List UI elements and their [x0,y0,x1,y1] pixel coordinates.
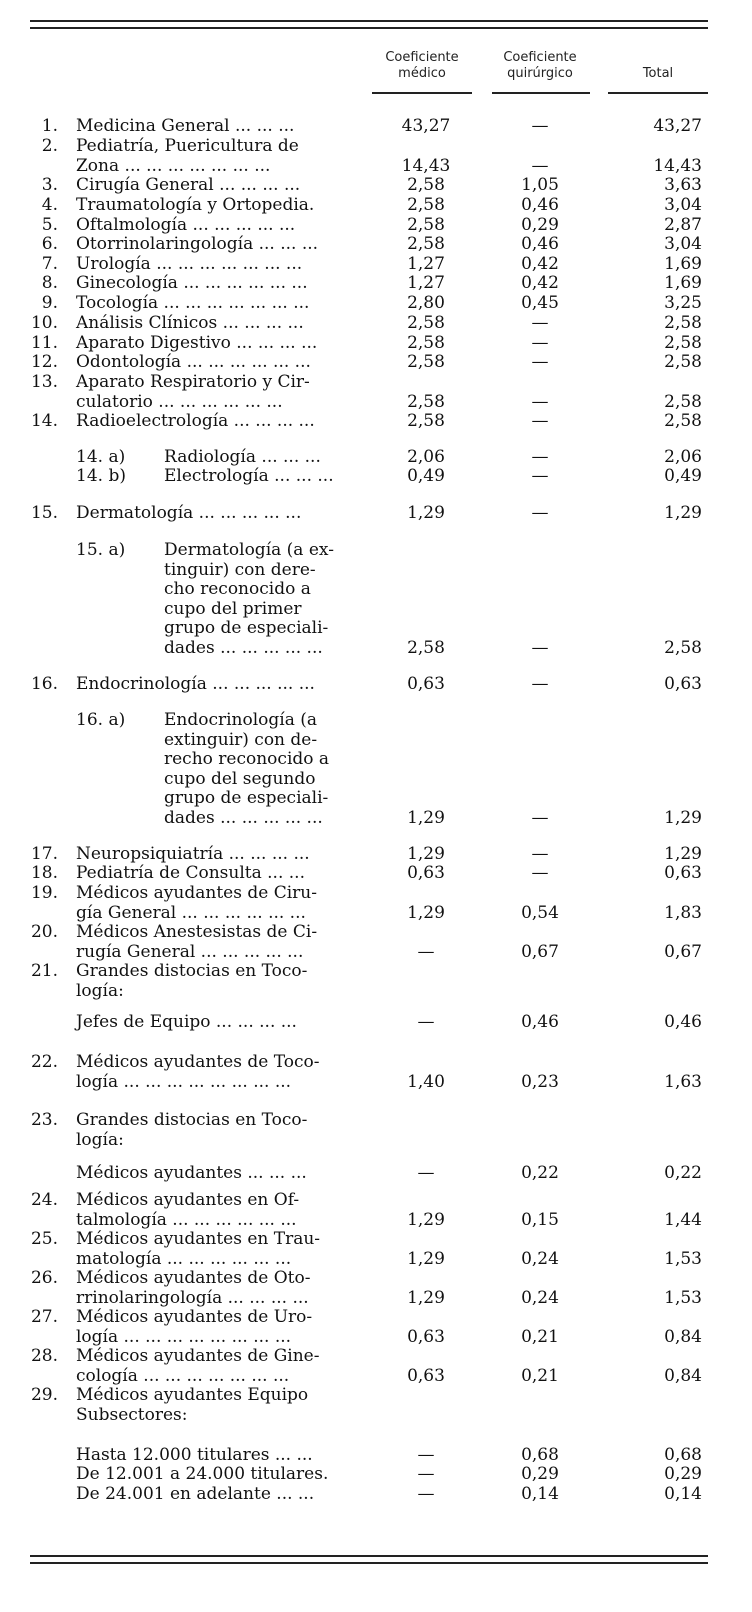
total-cell: 3,04 [664,195,702,215]
sub-item-number: 14. b) [76,466,126,486]
row-label: Neuropsiquiatría ... ... ... ... [76,844,310,864]
coeficiente-quirurgico-cell: — [531,116,549,136]
row-number: 20. [30,922,58,942]
row-number: 7. [41,254,58,274]
coeficiente-quirurgico-cell: 0,45 [521,293,559,313]
coeficiente-quirurgico-cell: — [531,674,549,694]
coeficiente-medico-cell: 2,58 [407,175,445,195]
row-label: Radiología ... ... ... [164,447,321,467]
row-label: Pediatría de Consulta ... ... [76,863,305,883]
row-number: 10. [30,313,58,333]
total-cell: 0,14 [664,1484,702,1504]
coeficiente-quirurgico-cell: 0,67 [521,941,559,962]
total-cell: 0,84 [664,1326,702,1347]
header-total: Total [642,66,674,81]
coeficiente-quirurgico-cell: 0,46 [521,234,559,254]
row-number: 17. [30,844,58,864]
coeficiente-quirurgico-cell: 0,68 [521,1445,559,1465]
coeficiente-quirurgico-cell: 0,21 [521,1365,559,1386]
row-label: cupo del segundo [164,768,316,789]
total-cell: 1,53 [664,1248,702,1269]
coeficiente-medico-cell: — [417,1464,435,1484]
row-label: logía: [76,980,124,1001]
row-number: 16. [30,674,58,694]
row-label: recho reconocido a [164,749,330,769]
row-label: Aparato Respiratorio y Cir- [76,372,310,392]
coeficiente-quirurgico-cell: — [531,844,549,864]
coeficiente-quirurgico-cell: — [531,863,549,883]
coeficiente-medico-cell: 2,06 [407,447,445,467]
header-coeficiente-medico: Coeficiente médico [385,50,459,81]
coeficiente-medico-cell: 1,27 [407,254,445,274]
coeficiente-quirurgico-cell: — [531,503,549,523]
row-number: 14. [30,411,58,431]
total-cell: 0,49 [664,466,702,486]
sub-item-number: 15. a) [76,540,126,560]
sub-item-number: 16. a) [76,710,126,730]
row-number: 25. [30,1229,58,1249]
coeficiente-quirurgico-cell: — [531,352,549,372]
total-cell: 1,69 [664,273,702,293]
row-label: Subsectores: [76,1404,188,1425]
row-number: 22. [30,1052,58,1072]
coeficiente-medico-cell: 1,29 [407,1287,445,1308]
total-cell: 3,04 [664,234,702,254]
coeficiente-medico-cell: 0,63 [407,674,445,694]
row-label: Grandes distocias en Toco- [76,961,308,981]
coeficiente-medico-cell: 2,58 [407,352,445,372]
coeficiente-quirurgico-cell: — [531,155,549,176]
sub-item-number: 14. a) [76,447,126,467]
row-label: dades ... ... ... ... ... [164,637,323,658]
row-label: Médicos ayudantes Equipo [76,1385,309,1405]
row-number: 2. [41,136,58,156]
total-cell: 2,06 [664,447,702,467]
coeficiente-medico-cell: — [417,1445,435,1465]
row-label: Ginecología ... ... ... ... ... ... [76,273,308,293]
row-number: 3. [41,175,58,195]
row-label: tinguir) con dere- [164,559,316,580]
coeficiente-medico-cell: 0,49 [407,466,445,486]
total-cell: 2,58 [664,352,702,372]
row-label: Radioelectrología ... ... ... ... [76,411,315,431]
coeficiente-medico-cell: 1,29 [407,1209,445,1230]
coeficiente-medico-cell: — [417,941,435,962]
coeficiente-quirurgico-cell: 0,24 [521,1287,559,1308]
coeficiente-quirurgico-cell: — [531,466,549,486]
row-label: logía ... ... ... ... ... ... ... ... [76,1326,292,1347]
total-cell: 0,67 [664,941,702,962]
coeficiente-quirurgico-cell: — [531,391,549,412]
row-number: 13. [30,372,58,392]
row-label: Médicos ayudantes de Ciru- [76,883,317,903]
row-label: Cirugía General ... ... ... ... [76,175,301,195]
coeficiente-quirurgico-cell: — [531,447,549,467]
row-number: 18. [30,863,58,883]
coeficiente-medico-cell: 2,58 [407,215,445,235]
row-label: logía ... ... ... ... ... ... ... ... [76,1071,292,1092]
row-label: grupo de especiali- [164,788,329,808]
coeficiente-quirurgico-cell: 0,21 [521,1326,559,1347]
coeficiente-quirurgico-cell: 0,54 [521,902,559,923]
coeficiente-quirurgico-cell: 1,05 [521,175,559,195]
row-label: rrinolaringología ... ... ... ... [76,1287,309,1308]
row-label: Dermatología (a ex- [164,540,334,560]
row-label: Endocrinología (a [164,710,318,730]
coeficiente-quirurgico-cell: — [531,637,549,658]
row-number: 26. [30,1268,58,1288]
header-coeficiente-quirurgico: Coeficiente quirúrgico [503,50,577,81]
row-label: matología ... ... ... ... ... ... [76,1248,292,1269]
row-label: Análisis Clínicos ... ... ... ... [76,313,304,333]
total-cell: 0,63 [664,674,702,694]
row-number: 4. [41,195,58,215]
row-label: culatorio ... ... ... ... ... ... [76,391,283,412]
coeficiente-medico-cell: 2,58 [407,195,445,215]
total-cell: 1,63 [664,1071,702,1092]
total-cell: 2,58 [664,391,702,412]
row-number: 21. [30,961,58,981]
coeficiente-medico-cell: 2,58 [407,333,445,353]
total-cell: 2,58 [664,313,702,333]
coeficiente-medico-cell: — [417,1012,435,1032]
row-label: Aparato Digestivo ... ... ... ... [76,333,318,353]
coeficiente-medico-cell: 1,29 [407,1248,445,1269]
coeficiente-medico-cell: 2,58 [407,313,445,333]
row-label: Zona ... ... ... ... ... ... ... [76,155,271,176]
coeficiente-quirurgico-cell: 0,22 [521,1163,559,1183]
total-cell: 14,43 [653,155,702,176]
row-label: Odontología ... ... ... ... ... ... [76,352,311,372]
total-cell: 1,53 [664,1287,702,1308]
row-label: Urología ... ... ... ... ... ... ... [76,254,303,274]
row-label: cho reconocido a [164,579,311,599]
row-label: cología ... ... ... ... ... ... ... [76,1365,290,1386]
row-label: cupo del primer [164,598,302,619]
row-label: Endocrinología ... ... ... ... ... [76,674,315,694]
total-cell: 1,29 [664,503,702,523]
coeficiente-quirurgico-cell: — [531,807,549,828]
row-label: Tocología ... ... ... ... ... ... ... [76,293,310,313]
coeficiente-quirurgico-cell: 0,46 [521,195,559,215]
total-cell: 2,58 [664,637,702,658]
row-label: Grandes distocias en Toco- [76,1110,308,1130]
row-label: Traumatología y Ortopedia. [76,195,315,215]
coeficiente-medico-cell: 14,43 [401,155,451,176]
row-number: 8. [41,273,58,293]
coeficiente-quirurgico-cell: 0,46 [521,1012,559,1032]
coeficiente-quirurgico-cell: 0,24 [521,1248,559,1269]
row-label: Electrología ... ... ... [164,466,334,486]
coeficiente-quirurgico-cell: — [531,411,549,431]
coeficiente-quirurgico-cell: 0,15 [521,1209,559,1230]
coeficiente-quirurgico-cell: 0,29 [521,1464,559,1484]
total-cell: 3,63 [664,175,702,195]
row-number: 28. [30,1346,58,1366]
row-number: 12. [30,352,58,372]
coeficiente-medico-cell: 1,29 [407,902,445,923]
coeficiente-quirurgico-cell: 0,14 [521,1484,559,1504]
total-cell: 1,29 [664,807,702,828]
row-number: 15. [30,503,58,523]
coeficiente-quirurgico-cell: 0,23 [521,1071,559,1092]
total-cell: 1,83 [664,902,702,923]
total-cell: 2,87 [664,215,702,235]
row-label: De 12.001 a 24.000 titulares. [76,1464,329,1484]
row-label: Médicos ayudantes de Gine- [76,1346,320,1366]
coeficiente-quirurgico-cell: 0,42 [521,254,559,274]
coeficiente-medico-cell: 0,63 [407,863,445,883]
row-label: grupo de especiali- [164,618,329,638]
row-label: logía: [76,1129,124,1150]
row-label: talmología ... ... ... ... ... ... [76,1209,297,1230]
coeficiente-medico-cell: 1,40 [407,1071,445,1092]
coeficiente-medico-cell: 2,58 [407,391,445,412]
total-cell: 2,58 [664,411,702,431]
row-label: Dermatología ... ... ... ... ... [76,503,302,523]
row-label: rugía General ... ... ... ... ... [76,941,304,962]
coeficiente-medico-cell: 0,63 [407,1365,445,1386]
total-cell: 2,58 [664,333,702,353]
row-number: 1. [41,116,58,136]
row-label: Médicos ayudantes de Toco- [76,1052,320,1072]
total-cell: 43,27 [653,116,702,136]
row-number: 19. [30,883,58,903]
total-cell: 1,44 [664,1209,702,1230]
coeficiente-quirurgico-cell: 0,42 [521,273,559,293]
total-cell: 1,69 [664,254,702,274]
row-label: Médicos ayudantes en Trau- [76,1229,321,1249]
row-label: Hasta 12.000 titulares ... ... [76,1445,313,1465]
total-cell: 0,29 [664,1464,702,1484]
coeficiente-quirurgico-cell: — [531,333,549,353]
coeficiente-quirurgico-cell: — [531,313,549,333]
row-label: Oftalmología ... ... ... ... ... [76,215,296,235]
row-label: extinguir) con de- [164,729,318,750]
coeficiente-medico-cell: 0,63 [407,1326,445,1347]
row-label: Médicos ayudantes en Of- [76,1190,300,1210]
coeficiente-medico-cell: 1,29 [407,503,445,523]
coeficiente-medico-cell: 1,29 [407,844,445,864]
coeficiente-medico-cell: 43,27 [401,116,451,136]
row-number: 27. [30,1307,58,1327]
total-cell: 1,29 [664,844,702,864]
row-label: Otorrinolaringología ... ... ... [76,234,319,254]
coeficiente-medico-cell: 1,27 [407,273,445,293]
row-number: 11. [30,333,58,353]
row-label: Médicos ayudantes de Oto- [76,1268,311,1288]
total-cell: 0,22 [664,1163,702,1183]
coeficiente-quirurgico-cell: 0,29 [521,215,559,235]
coeficiente-medico-cell: — [417,1484,435,1504]
total-cell: 0,68 [664,1445,702,1465]
row-number: 5. [41,215,58,235]
row-label: Jefes de Equipo ... ... ... ... [76,1012,297,1032]
coeficiente-medico-cell: 1,29 [407,807,445,828]
coeficiente-medico-cell: 2,80 [407,293,445,313]
row-label: Médicos ayudantes ... ... ... [76,1163,307,1183]
total-cell: 0,84 [664,1365,702,1386]
row-number: 9. [41,293,58,313]
total-cell: 3,25 [664,293,702,313]
row-label: Médicos ayudantes de Uro- [76,1307,313,1327]
coeficiente-medico-cell: 2,58 [407,637,445,658]
row-label: De 24.001 en adelante ... ... [76,1484,315,1504]
row-number: 24. [30,1190,58,1210]
row-label: gía General ... ... ... ... ... ... [76,902,306,923]
row-number: 29. [30,1385,58,1405]
coeficiente-medico-cell: — [417,1163,435,1183]
row-label: Pediatría, Puericultura de [76,136,299,156]
total-cell: 0,63 [664,863,702,883]
row-label: Médicos Anestesistas de Ci- [76,922,318,942]
row-number: 23. [30,1110,58,1130]
coeficiente-medico-cell: 2,58 [407,411,445,431]
row-label: dades ... ... ... ... ... [164,807,323,828]
row-label: Medicina General ... ... ... [76,116,295,136]
row-number: 6. [41,234,58,254]
total-cell: 0,46 [664,1012,702,1032]
coeficiente-medico-cell: 2,58 [407,234,445,254]
